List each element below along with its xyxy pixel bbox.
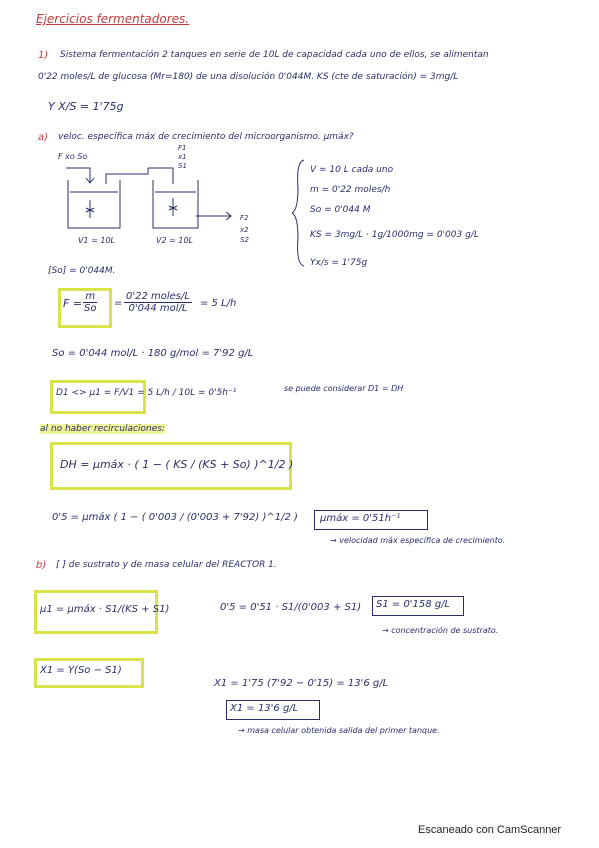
s1-result: S1 = 0'158 g/L — [376, 599, 451, 610]
diagram-feed-label: F xo So — [58, 152, 88, 161]
x1-numeric: X1 = 1'75 (7'92 − 0'15) = 13'6 g/L — [214, 678, 389, 689]
f-fraction-2-den: 0'044 mol/L — [128, 303, 188, 314]
part-a-label: a) — [38, 132, 49, 143]
problem-line-1: Sistema fermentación 2 tanques en serie de 10L de capacidad cada uno de ellos, se alimentan — [60, 50, 489, 60]
d1-note: se puede considerar D1 = DH — [284, 384, 404, 393]
diagram-out-label-F2: F2 — [240, 214, 249, 222]
f-fraction-2-num: 0'22 moles/L — [126, 291, 190, 302]
feed-line — [66, 168, 90, 182]
dh-equation: DH = μmáx · ( 1 − ( KS / (KS + So) )^1/2 ) — [60, 458, 294, 471]
tank-1 — [68, 180, 120, 228]
data-item-v: V = 10 L cada uno — [310, 165, 394, 175]
diagram-mid-label-F1: F1 — [178, 144, 187, 152]
f-fraction-1 — [82, 291, 98, 314]
x1-equation: X1 = Y(So − S1) — [40, 665, 122, 676]
part-a-statement: veloc. específica máx de crecimiento del microorganismo. μmáx? — [58, 132, 354, 142]
f-equation-result: = 5 L/h — [200, 298, 237, 309]
problem-line-2: 0'22 moles/L de glucosa (Mr=180) de una disolución 0'044M. KS (cte de saturación) = 3mg/L — [38, 72, 459, 82]
diagram-mid-label-x1: x1 — [178, 153, 187, 161]
mu-max-note: → velocidad máx específica de crecimiento. — [330, 536, 506, 545]
tank-2 — [153, 180, 198, 228]
so-equation: So = 0'044 mol/L · 180 g/mol = 7'92 g/L — [52, 348, 254, 359]
diagram-mid-label-S1: S1 — [178, 162, 187, 170]
diagram-out-label-x2: x2 — [240, 226, 249, 234]
data-item-so: So = 0'044 M — [310, 205, 371, 215]
mu-max-result: μmáx = 0'51h⁻¹ — [320, 513, 401, 524]
s1-note: → concentración de sustrato. — [382, 626, 499, 635]
f-fraction-1-den: So — [84, 303, 97, 314]
diagram-out-label-S2: S2 — [240, 236, 249, 244]
part-b-statement: [ ] de sustrato y de masa celular del REACTOR 1. — [56, 560, 277, 570]
x1-result: X1 = 13'6 g/L — [230, 703, 299, 714]
x1-note: → masa celular obtenida salida del primer tanque. — [238, 726, 440, 735]
reactor-diagram — [48, 150, 278, 250]
data-item-ks: KS = 3mg/L · 1g/1000mg = 0'003 g/L — [310, 230, 479, 240]
d1-equation: D1 <> μ1 = F/V1 = 5 L/h / 10L = 0'5h⁻¹ — [56, 388, 237, 398]
mu1-equation: μ1 = μmáx · S1/(KS + S1) — [40, 604, 170, 615]
so-concentration: [So] = 0'044M. — [48, 266, 116, 276]
numeric-equation: 0'5 = μmáx ( 1 − ( 0'003 / (0'003 + 7'92) )^1/2 ) — [52, 512, 298, 523]
tank-2-volume: V2 = 10L — [156, 236, 193, 245]
part-b-numeric: 0'5 = 0'51 · S1/(0'003 + S1) — [220, 602, 362, 613]
f-fraction-2 — [124, 291, 192, 314]
part-b-label: b) — [36, 560, 47, 571]
transfer-line — [106, 168, 173, 184]
data-brace — [292, 158, 306, 268]
scanner-watermark: Escaneado con CamScanner — [418, 824, 562, 836]
data-item-yield: Yx/s = 1'75g — [310, 258, 368, 268]
problem-number: 1) — [38, 50, 49, 61]
tank-1-volume: V1 = 10L — [78, 236, 115, 245]
page-title: Ejercicios fermentadores. — [36, 12, 190, 26]
f-equation-eq: = — [114, 298, 123, 309]
data-item-m: m = 0'22 moles/h — [310, 185, 391, 195]
f-fraction-1-num: m — [85, 291, 96, 302]
reactor-diagram-svg — [48, 150, 278, 250]
f-equation-lhs: F = — [63, 297, 83, 310]
no-recycle-note: al no haber recirculaciones: — [40, 424, 165, 434]
yield-line: Y X/S = 1'75g — [48, 100, 124, 113]
